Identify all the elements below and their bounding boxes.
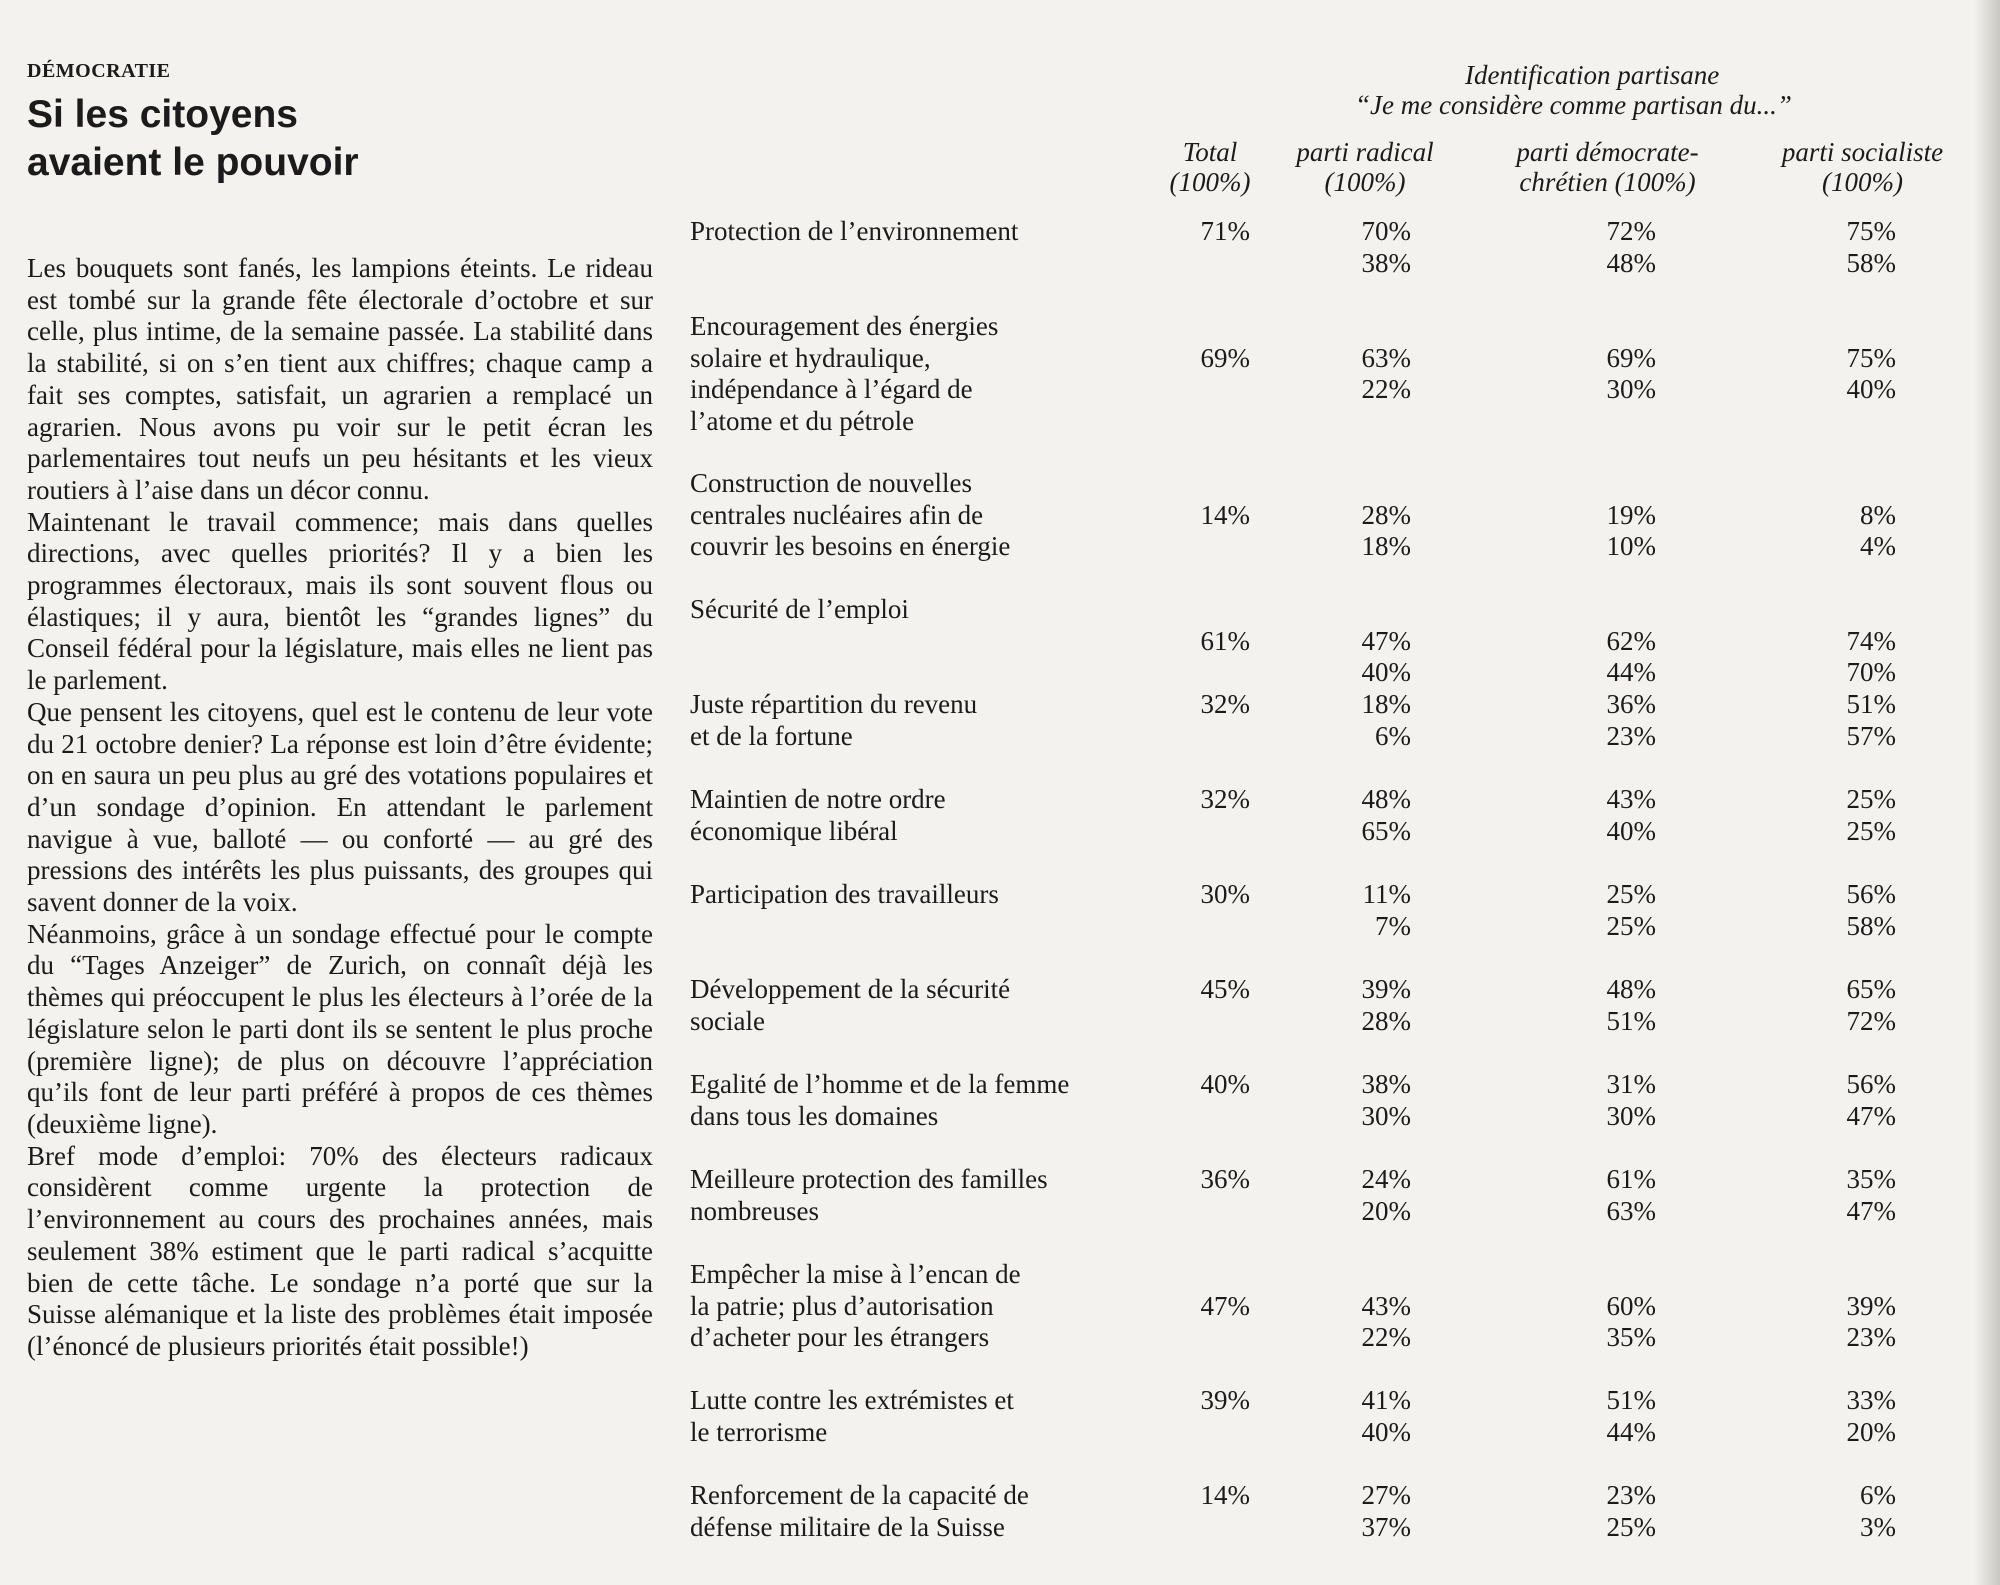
cell-pdc: 48% [1606,974,1656,1004]
headline-line-2: avaient le pouvoir [27,141,359,184]
column-header-radical: parti radical (100%) [1296,137,1434,197]
cell-radical: 41% [1361,1385,1411,1415]
cell-radical: 11% [1362,879,1411,909]
cell-ps: 58% [1846,247,1896,278]
row-topic-line: centrales nucléaires afin de [690,499,984,530]
cell-ps: 25% [1846,815,1896,846]
row-topic-line: le terrorisme [690,1416,828,1447]
cell-total: 32% [1200,689,1250,719]
cell-pdc: 30% [1606,374,1656,404]
row-topic-line: et de la fortune [690,720,853,751]
cell-pdc: 61% [1606,1164,1656,1194]
cell-radical: 6% [1375,720,1411,751]
cell-pdc: 35% [1606,1322,1656,1352]
cell-pdc: 19% [1606,499,1656,530]
cell-radical: 38% [1361,1069,1411,1099]
row-topic-line: Meilleure protection des familles [690,1164,1048,1194]
cell-ps: 56% [1846,879,1896,909]
cell-ps: 33% [1846,1385,1896,1415]
row-topic-line: dans tous les domaines [690,1100,939,1131]
cell-radical: 28% [1361,499,1411,530]
cell-ps: 40% [1846,374,1896,404]
cell-radical: 18% [1361,531,1411,561]
cell-pdc: 23% [1606,720,1656,751]
cell-ps: 72% [1846,1005,1896,1036]
row-topic-line: l’atome et du pétrole [690,405,915,436]
column-header-ps: parti socialiste (100%) [1781,137,1944,197]
row-topic-line: Encouragement des énergies [690,311,999,341]
cell-radical: 22% [1361,1322,1411,1352]
cell-pdc: 40% [1606,815,1656,846]
cell-ps: 23% [1846,1322,1896,1352]
cell-radical: 28% [1361,1005,1411,1036]
cell-ps: 65% [1846,974,1896,1004]
cell-total: 30% [1200,879,1250,909]
cell-ps: 6% [1860,1480,1896,1510]
cell-ps: 70% [1846,657,1896,687]
cell-ps: 4% [1860,531,1896,561]
cell-pdc: 69% [1606,342,1656,373]
cell-radical: 7% [1375,910,1411,941]
cell-radical: 47% [1361,625,1411,656]
cell-ps: 56% [1846,1069,1896,1099]
row-topic-line: Protection de l’environnement [690,216,1019,246]
row-topic-line: indépendance à l’égard de [690,374,973,404]
cell-pdc: 51% [1606,1385,1656,1415]
cell-ps: 25% [1846,784,1896,814]
cell-ps: 75% [1846,342,1896,373]
row-topic-line: Développement de la sécurité [690,974,1011,1004]
row-topic-line: couvrir les besoins en énergie [690,531,1011,561]
cell-total: 45% [1200,974,1250,1004]
cell-radical: 30% [1361,1100,1411,1131]
cell-pdc: 25% [1606,910,1656,941]
row-topic-line: la patrie; plus d’autorisation [690,1290,994,1321]
cell-pdc: 60% [1606,1290,1656,1321]
cell-total: 36% [1200,1164,1250,1194]
row-topic-line: économique libéral [690,815,898,846]
article-column [27,60,653,1363]
cell-pdc: 30% [1606,1100,1656,1131]
cell-radical: 27% [1361,1480,1411,1510]
cell-pdc: 23% [1606,1480,1656,1510]
cell-total: 14% [1200,499,1250,530]
cell-radical: 40% [1361,657,1411,687]
paragraph: Néanmoins, grâce à un sondage effectué pour le compte du “Tages Anzeiger” de Zurich, on connaît déjà les thèmes qui préoccupent le plus les électeurs à l’orée de la législature selon le parti dont ils se sentent le plus proche (première ligne); de plus on découvre l’appréciation qu’ils font de leur parti préféré à propos de ces thèmes (deuxième ligne). [27,918,653,1139]
paragraph: Que pensent les citoyens, quel est le contenu de leur vote du 21 octobre denier? La réponse est loin d’être évidente; on en saura un peu plus au gré des votations populaires et d’un sondage d’opinion. En attendant le parlement navigue à vue, balloté — ou conforté — au gré des pressions des intérêts les plus puissants, des groupes qui savent donner de la voix. [27,696,653,918]
cell-ps: 75% [1846,216,1896,246]
cell-ps: 58% [1846,910,1896,941]
headline-line-1: Si les citoyens [27,93,298,136]
paragraph: Bref mode d’emploi: 70% des électeurs radicaux considèrent comme urgente la protection de l’environnement au cours des prochaines années, mais seulement 38% estiment que le parti radical s’acquitte bien de cette tâche. Le sondage n’a porté que sur la Suisse alémanique et la liste des problèmes était imposée (l’énoncé de plusieurs priorités était possible!) [27,1140,653,1361]
cell-total: 32% [1200,784,1250,814]
rubric: DÉMOCRATIE [27,60,171,82]
column-header-total: Total (100%) [1169,137,1251,197]
cell-pdc: 31% [1606,1069,1656,1099]
row-topic-line: sociale [690,1005,765,1036]
cell-pdc: 48% [1606,247,1656,278]
cell-radical: 40% [1361,1416,1411,1447]
cell-ps: 51% [1846,689,1896,719]
cell-total: 61% [1200,625,1250,656]
row-topic-line: Maintien de notre ordre [690,784,946,814]
article-body [27,253,653,1363]
cell-radical: 70% [1361,216,1411,246]
row-topic-line: Lutte contre les extrémistes et [690,1385,1014,1415]
cell-ps: 3% [1860,1511,1896,1542]
cell-radical: 37% [1361,1511,1411,1542]
cell-ps: 8% [1860,499,1896,530]
cell-pdc: 72% [1606,216,1656,246]
row-topic-line: Juste répartition du revenu [690,689,978,719]
cell-pdc: 25% [1606,1511,1656,1542]
row-topic-line: d’acheter pour les étrangers [690,1322,990,1352]
cell-ps: 47% [1846,1195,1896,1226]
cell-ps: 39% [1846,1290,1896,1321]
row-topic-line: Empêcher la mise à l’encan de [690,1259,1021,1289]
cell-total: 40% [1200,1069,1250,1099]
cell-ps: 57% [1846,720,1896,751]
row-topic-line: Sécurité de l’emploi [690,594,909,624]
row-topic-line: nombreuses [690,1195,819,1226]
cell-ps: 20% [1846,1416,1896,1447]
cell-radical: 20% [1361,1195,1411,1226]
cell-radical: 18% [1361,689,1411,719]
cell-pdc: 44% [1606,657,1656,687]
cell-total: 39% [1200,1385,1250,1415]
cell-ps: 47% [1846,1100,1896,1131]
cell-radical: 39% [1361,974,1411,1004]
page-edge-shadow [1974,0,2000,1585]
cell-pdc: 44% [1606,1416,1656,1447]
cell-total: 14% [1200,1480,1250,1510]
cell-pdc: 62% [1606,625,1656,656]
cell-pdc: 43% [1606,784,1656,814]
cell-pdc: 63% [1606,1195,1656,1226]
cell-radical: 48% [1361,784,1411,814]
cell-radical: 24% [1361,1164,1411,1194]
row-topic-line: Renforcement de la capacité de [690,1480,1029,1510]
paragraph: Les bouquets sont fanés, les lampions éteints. Le rideau est tombé sur la grande fête électorale d’octobre et sur celle, plus intime, de la semaine passée. La stabilité dans la stabilité, si on s’en tient aux chiffres; chaque camp a fait ses comptes, satisfait, un agrarien a remplacé un agrarien. Nous avons pu voir sur le petit écran les parlementaires tout neufs un peu hésitants et les vieux routiers à l’aise dans un décor connu. [27,253,653,505]
cell-pdc: 36% [1606,689,1656,719]
cell-total: 47% [1200,1290,1250,1321]
cell-radical: 22% [1361,374,1411,404]
cell-radical: 38% [1361,247,1411,278]
cell-ps: 74% [1846,625,1896,656]
row-topic-line: Construction de nouvelles [690,468,972,498]
cell-radical: 65% [1361,815,1411,846]
row-topic-line: Participation des travailleurs [690,879,999,909]
column-header-pdc: parti démocrate- chrétien (100%) [1516,137,1699,197]
headline [27,91,653,187]
table-superheader: Identification partisane [1465,60,1720,90]
cell-radical: 43% [1361,1290,1411,1321]
cell-radical: 63% [1361,342,1411,373]
cell-total: 71% [1200,216,1250,246]
paragraph: Maintenant le travail commence; mais dans quelles directions, avec quelles priorités? Il y a bien les programmes électoraux, mais ils sont souvent flous ou élastiques; il y aura, bientôt les “grandes lignes” du Conseil fédéral pour la législature, mais elles ne lient pas le parlement. [27,506,653,696]
cell-ps: 35% [1846,1164,1896,1194]
row-topic-line: solaire et hydraulique, [690,342,931,373]
row-topic-line: Egalité de l’homme et de la femme [690,1069,1070,1099]
cell-pdc: 25% [1606,879,1656,909]
row-topic-line: défense militaire de la Suisse [690,1511,1005,1542]
cell-pdc: 51% [1606,1005,1656,1036]
table-quote: “Je me considère comme partisan du...” [1355,90,1792,120]
cell-total: 69% [1200,342,1250,373]
cell-pdc: 10% [1606,531,1656,561]
